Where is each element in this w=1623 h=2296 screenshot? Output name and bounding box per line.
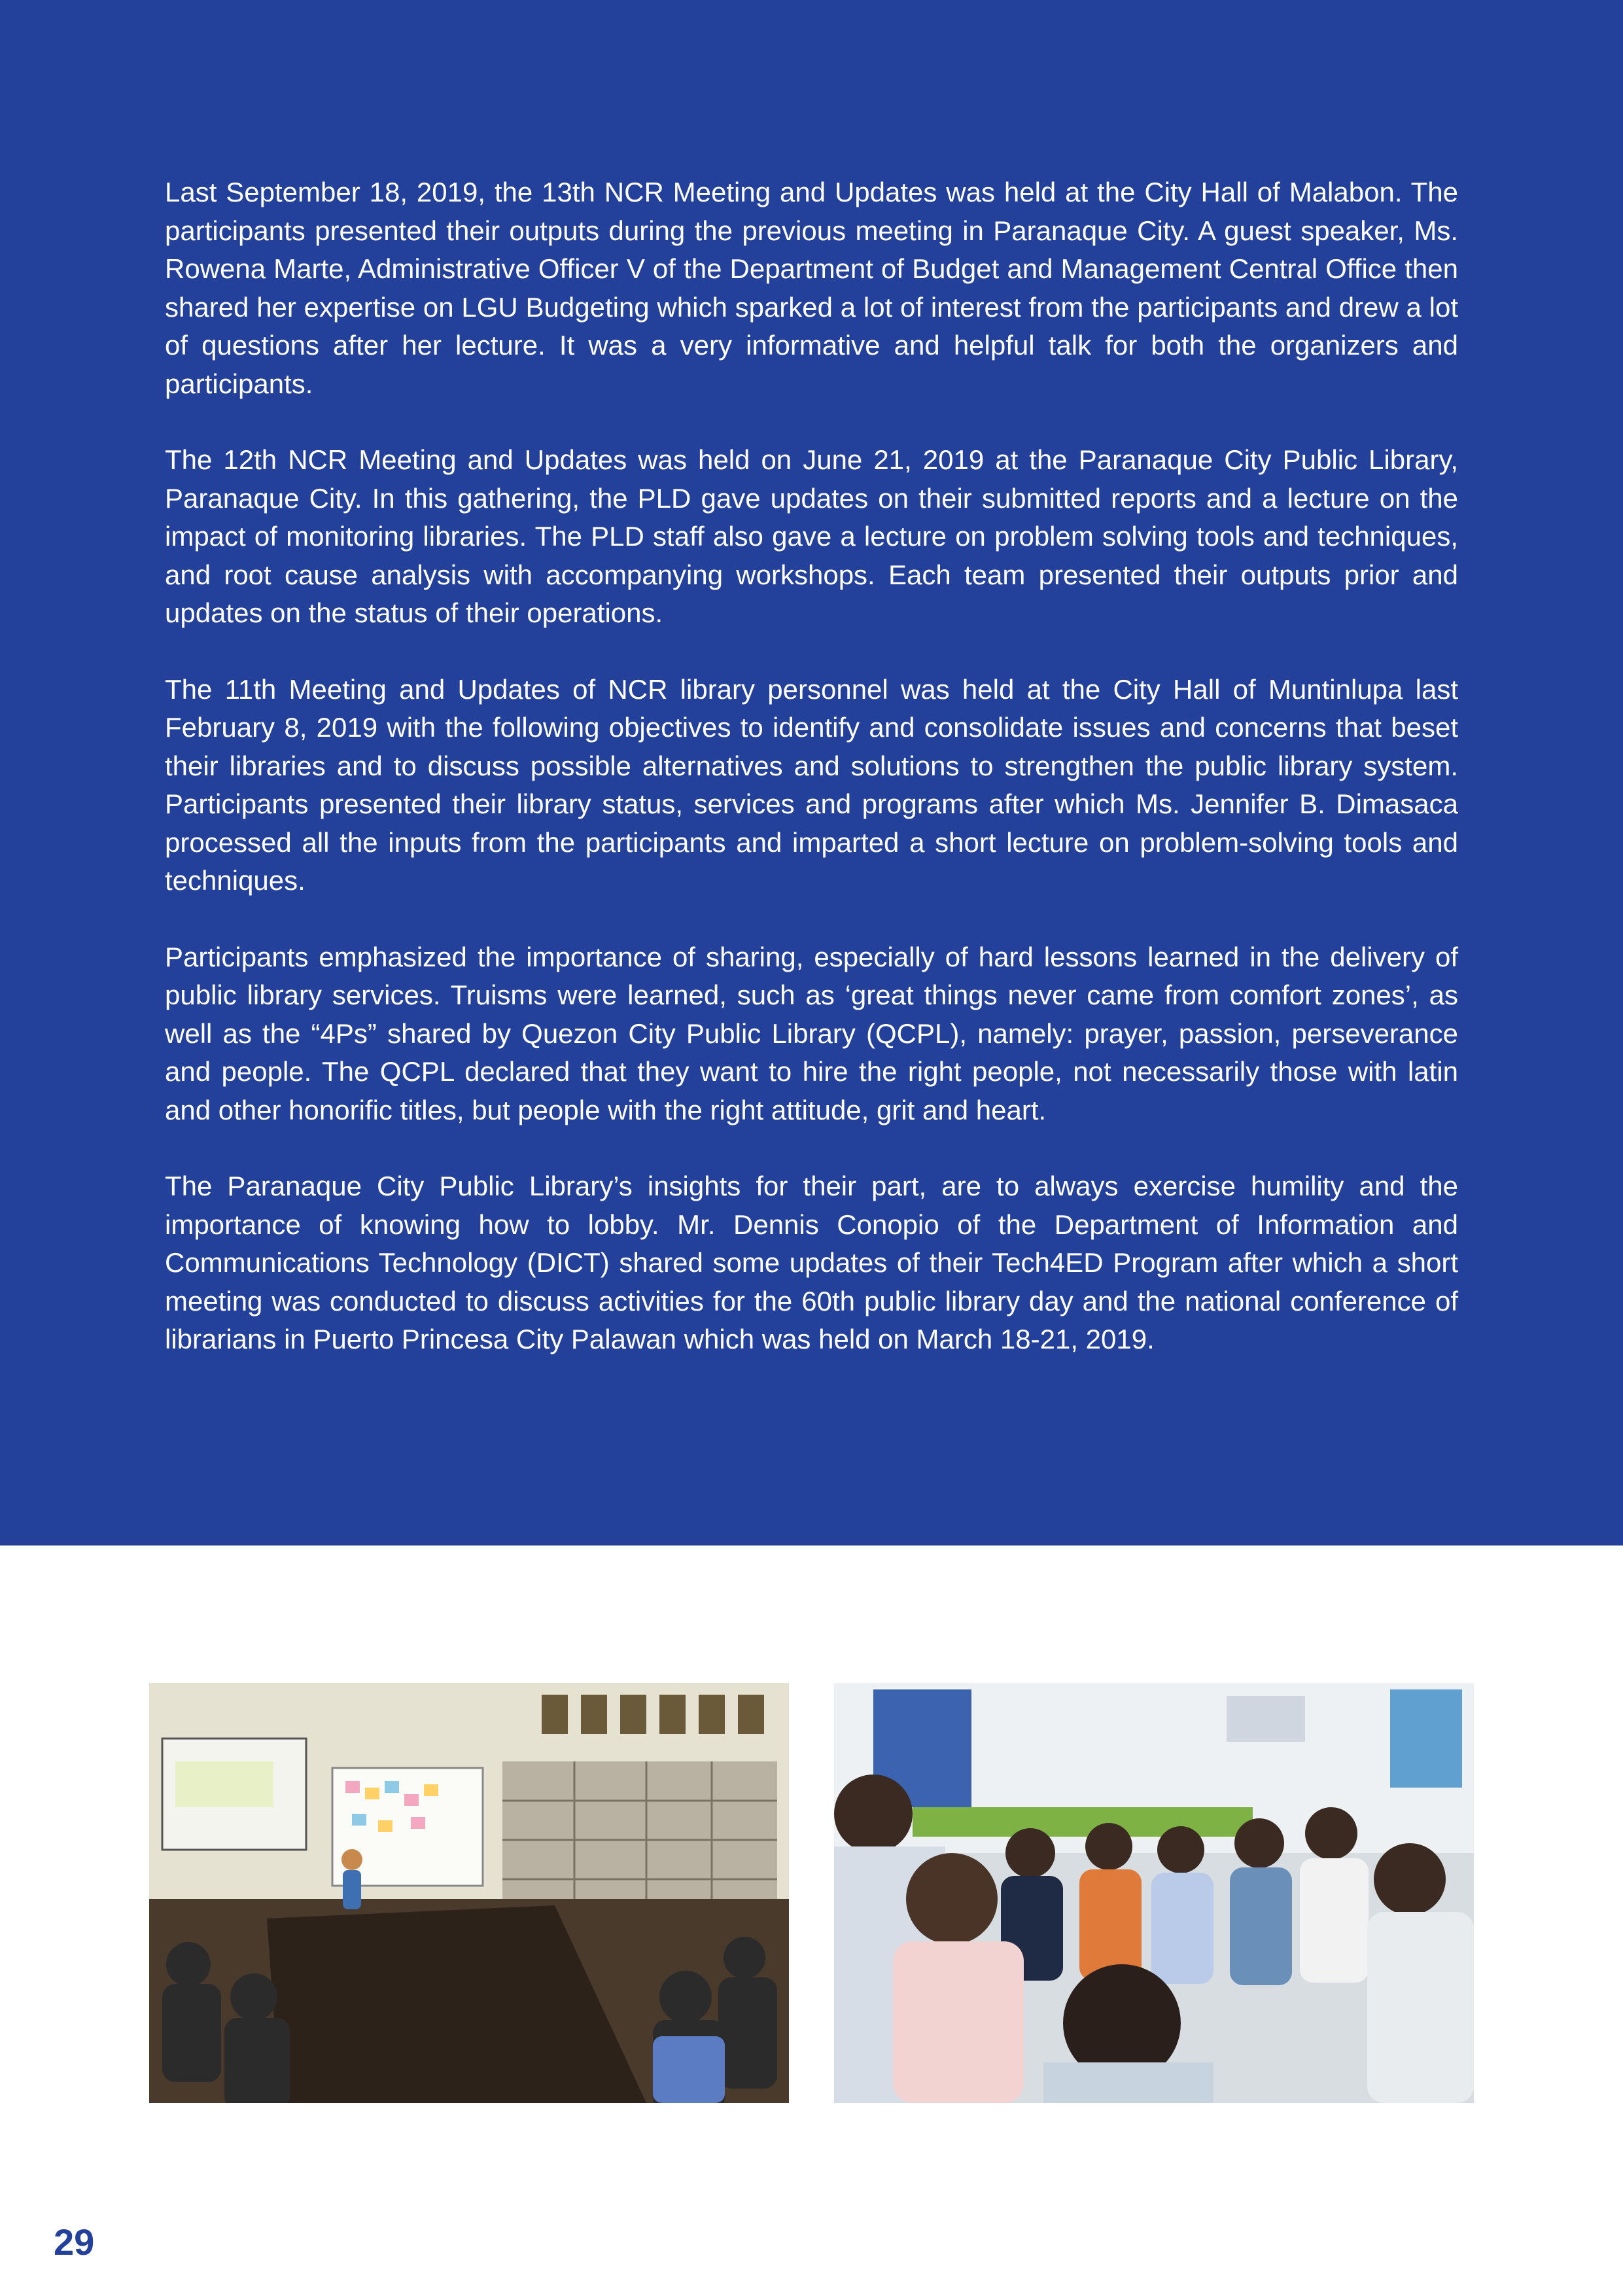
paragraph-sharing-lessons: Participants emphasized the importance of sharing, especially of hard lessons learned in the delivery of public library services. Truisms were learned, such as ‘great things never came from comfort zones’, as well as the “4Ps” shared by Quezon City Public Library (QCPL), namely: prayer, passion, perseverance and people. The QCPL declared that they want to hire the right people, not necessarily those with latin and other honorific titles, but people with the right attitude, grit and heart. — [165, 941, 1458, 1125]
page-number: 29 — [54, 2221, 95, 2263]
photo-group-activity — [834, 1683, 1474, 2103]
paragraph-paranaque-insights: The Paranaque City Public Library’s insights for their part, are to always exercise humility and the importance of knowing how to lobby. Mr. Dennis Conopio of the Department of Information and Communications Technology (DICT) shared some updates of their Tech4ED Program after which a short meeting was conducted to discuss activities for the 60th public library day and the national conference of librarians in Puerto Princesa City Palawan which was held on March 18-21, 2019. — [165, 1171, 1458, 1354]
paragraph-13th-meeting: Last September 18, 2019, the 13th NCR Meeting and Updates was held at the City Hall of Malabon. The participants presented their outputs during the previous meeting in Paranaque City. A guest speaker, Ms. Rowena Marte, Administrative Officer V of the Department of Budget and Management Central Office then shared her expertise on LGU Budgeting which sparked a lot of interest from the participants and drew a lot of questions after her lecture. It was a very informative and helpful talk for both the organizers and participants. — [165, 177, 1458, 399]
paragraph-12th-meeting: The 12th NCR Meeting and Updates was held on June 21, 2019 at the Paranaque City Public Library, Paranaque City. In this gathering, the PLD gave updates on their submitted reports and a lecture on the impact of monitoring libraries. The PLD staff also gave a lecture on problem solving tools and techniques, and root cause analysis with accompanying workshops. Each team presented their outputs prior and updates on the status of their operations. — [165, 444, 1458, 628]
photo-meeting-room — [149, 1683, 789, 2103]
group-activity-illustration — [834, 1683, 1474, 2103]
article-body — [165, 173, 1458, 1397]
paragraph-11th-meeting: The 11th Meeting and Updates of NCR library personnel was held at the City Hall of Muntinlupa last February 8, 2019 with the following objectives to identify and consolidate issues and concerns that beset their libraries and to discuss possible alternatives and solutions to strengthen the public library system. Participants presented their library status, services and programs after which Ms. Jennifer B. Dimasaca processed all the inputs from the participants and imparted a short lecture on problem-solving tools and techniques. — [165, 673, 1458, 896]
meeting-room-illustration — [149, 1683, 789, 2103]
